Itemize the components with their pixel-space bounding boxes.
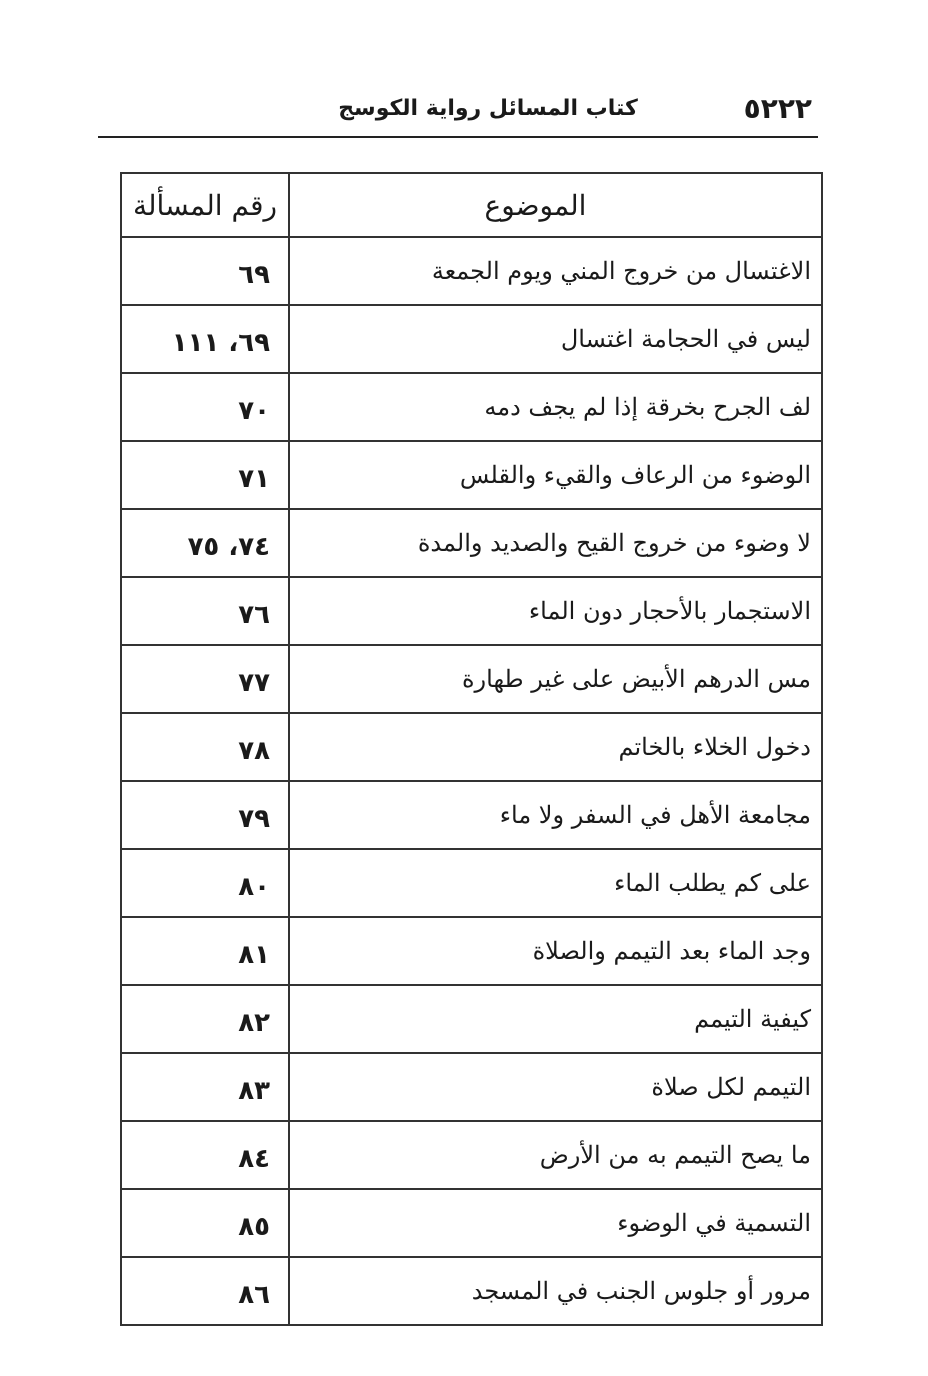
row-topic: مرور أو جلوس الجنب في المسجد	[289, 1257, 822, 1325]
table-row	[121, 577, 822, 645]
row-topic: التسمية في الوضوء	[289, 1189, 822, 1257]
row-topic: الوضوء من الرعاف والقيء والقلس	[289, 441, 822, 509]
table-row	[121, 305, 822, 373]
row-issue-number: ٨٥	[121, 1189, 289, 1257]
table-row	[121, 373, 822, 441]
table-row	[121, 1053, 822, 1121]
row-issue-number: ٧٩	[121, 781, 289, 849]
row-topic: ما يصح التيمم به من الأرض	[289, 1121, 822, 1189]
row-topic: كيفية التيمم	[289, 985, 822, 1053]
table-row	[121, 509, 822, 577]
row-issue-number: ٦٩	[121, 237, 289, 305]
table-row	[121, 1257, 822, 1325]
table-row	[121, 645, 822, 713]
table-row	[121, 713, 822, 781]
table-header-row	[121, 173, 822, 237]
row-issue-number: ٧٨	[121, 713, 289, 781]
table-row	[121, 985, 822, 1053]
row-issue-number: ٨٦	[121, 1257, 289, 1325]
table-row	[121, 781, 822, 849]
table-row	[121, 849, 822, 917]
page-header	[98, 86, 818, 138]
row-topic: الاغتسال من خروج المني ويوم الجمعة	[289, 237, 822, 305]
row-topic: وجد الماء بعد التيمم والصلاة	[289, 917, 822, 985]
row-issue-number: ٨١	[121, 917, 289, 985]
book-title: كتاب المسائل رواية الكوسج	[338, 96, 638, 121]
row-topic: الاستجمار بالأحجار دون الماء	[289, 577, 822, 645]
row-topic: مجامعة الأهل في السفر ولا ماء	[289, 781, 822, 849]
row-topic: مس الدرهم الأبيض على غير طهارة	[289, 645, 822, 713]
page-number: ٥٢٢٢	[743, 92, 812, 125]
row-issue-number: ٨٤	[121, 1121, 289, 1189]
row-topic: لف الجرح بخرقة إذا لم يجف دمه	[289, 373, 822, 441]
row-issue-number: ٧٧	[121, 645, 289, 713]
table-row	[121, 1121, 822, 1189]
row-topic: ليس في الحجامة اغتسال	[289, 305, 822, 373]
row-issue-number: ٧١	[121, 441, 289, 509]
table-row	[121, 1189, 822, 1257]
table-body	[121, 237, 822, 1325]
row-issue-number: ٨٠	[121, 849, 289, 917]
index-table	[120, 172, 823, 1326]
column-header-topic: الموضوع	[289, 173, 822, 237]
table-row	[121, 237, 822, 305]
row-issue-number: ٧٤، ٧٥	[121, 509, 289, 577]
column-header-issue-number: رقم المسألة	[121, 173, 289, 237]
row-issue-number: ٧٦	[121, 577, 289, 645]
row-issue-number: ٦٩، ١١١	[121, 305, 289, 373]
row-issue-number: ٨٣	[121, 1053, 289, 1121]
row-topic: لا وضوء من خروج القيح والصديد والمدة	[289, 509, 822, 577]
row-topic: التيمم لكل صلاة	[289, 1053, 822, 1121]
table-row	[121, 917, 822, 985]
row-topic: دخول الخلاء بالخاتم	[289, 713, 822, 781]
row-issue-number: ٨٢	[121, 985, 289, 1053]
row-issue-number: ٧٠	[121, 373, 289, 441]
table-row	[121, 441, 822, 509]
row-topic: على كم يطلب الماء	[289, 849, 822, 917]
